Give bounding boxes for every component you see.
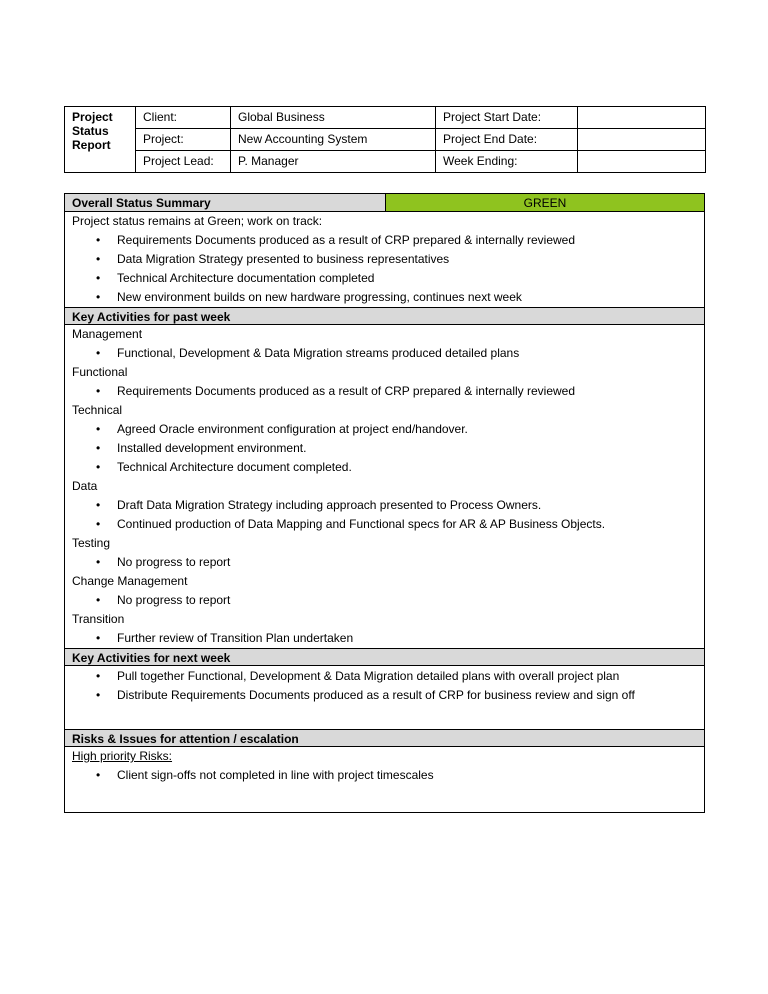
project-value: New Accounting System	[231, 129, 436, 151]
bullet-icon: •	[96, 631, 101, 645]
next-week-content	[65, 666, 704, 729]
bullet-icon: •	[96, 441, 101, 455]
project-lead-label: Project Lead:	[136, 151, 231, 173]
list-item: • Client sign-offs not completed in line with project timescales	[72, 766, 704, 785]
report-title: Project Status Report	[65, 107, 136, 173]
group-heading-transition: Transition	[72, 612, 125, 626]
bullet-icon: •	[96, 593, 101, 607]
header-row-client	[65, 107, 706, 129]
bullet-icon: •	[96, 384, 101, 398]
list-item: • Draft Data Migration Strategy including approach presented to Process Owners.	[72, 496, 704, 515]
bullet-icon: •	[96, 346, 101, 360]
list-item: • Requirements Documents produced as a result of CRP prepared & internally reviewed	[72, 231, 704, 250]
start-date-label: Project Start Date:	[436, 107, 578, 129]
risks-heading: Risks & Issues for attention / escalation	[65, 729, 704, 747]
bullet-icon: •	[96, 252, 101, 266]
list-item: • Data Migration Strategy presented to business representatives	[72, 250, 704, 269]
list-item: • Agreed Oracle environment configuration at project end/handover.	[72, 420, 704, 439]
header-row-project	[65, 129, 706, 151]
client-value: Global Business	[231, 107, 436, 129]
report-body	[64, 193, 705, 813]
bullet-icon: •	[96, 233, 101, 247]
bullet-icon: •	[96, 460, 101, 474]
client-label: Client:	[136, 107, 231, 129]
bullet-icon: •	[96, 422, 101, 436]
bullet-icon: •	[96, 669, 101, 683]
list-item: • New environment builds on new hardware progressing, continues next week	[72, 288, 704, 307]
risks-content	[65, 747, 704, 785]
end-date-label: Project End Date:	[436, 129, 578, 151]
report-header-table	[64, 106, 706, 173]
bullet-icon: •	[96, 555, 101, 569]
bullet-icon: •	[96, 498, 101, 512]
status-badge: GREEN	[386, 194, 704, 211]
past-week-content	[65, 325, 704, 648]
start-date-value	[578, 107, 706, 129]
bullet-icon: •	[96, 271, 101, 285]
list-item: • Functional, Development & Data Migration streams produced detailed plans	[72, 344, 704, 363]
list-item: • Requirements Documents produced as a result of CRP prepared & internally reviewed	[72, 382, 704, 401]
overall-status-heading: Overall Status Summary	[65, 194, 386, 211]
list-item: • Technical Architecture documentation completed	[72, 269, 704, 288]
list-item: • Installed development environment.	[72, 439, 704, 458]
group-heading-management: Management	[72, 327, 143, 341]
overall-status-intro: Project status remains at Green; work on track:	[72, 214, 323, 228]
bullet-icon: •	[96, 688, 101, 702]
overall-status-header	[65, 194, 704, 212]
group-heading-technical: Technical	[72, 403, 123, 417]
bullet-icon: •	[96, 290, 101, 304]
bullet-icon: •	[96, 768, 101, 782]
list-item: • Continued production of Data Mapping and Functional specs for AR & AP Business Objects.	[72, 515, 704, 534]
overall-status-content	[65, 212, 704, 307]
group-heading-change-management: Change Management	[72, 574, 188, 588]
next-week-heading: Key Activities for next week	[65, 648, 704, 666]
end-date-value	[578, 129, 706, 151]
list-item: • Further review of Transition Plan undertaken	[72, 629, 704, 648]
list-item: • Distribute Requirements Documents produced as a result of CRP for business review and sign off	[72, 686, 704, 705]
list-item: • No progress to report	[72, 553, 704, 572]
project-lead-value: P. Manager	[231, 151, 436, 173]
bullet-icon: •	[96, 517, 101, 531]
risks-subheading: High priority Risks:	[72, 749, 173, 763]
header-row-lead	[65, 151, 706, 173]
group-heading-data: Data	[72, 479, 98, 493]
past-week-heading: Key Activities for past week	[65, 307, 704, 325]
week-ending-value	[578, 151, 706, 173]
week-ending-label: Week Ending:	[436, 151, 578, 173]
project-label: Project:	[136, 129, 231, 151]
group-heading-functional: Functional	[72, 365, 128, 379]
group-heading-testing: Testing	[72, 536, 111, 550]
list-item: • Technical Architecture document completed.	[72, 458, 704, 477]
list-item: • No progress to report	[72, 591, 704, 610]
list-item: • Pull together Functional, Development & Data Migration detailed plans with overall project plan	[72, 667, 704, 686]
